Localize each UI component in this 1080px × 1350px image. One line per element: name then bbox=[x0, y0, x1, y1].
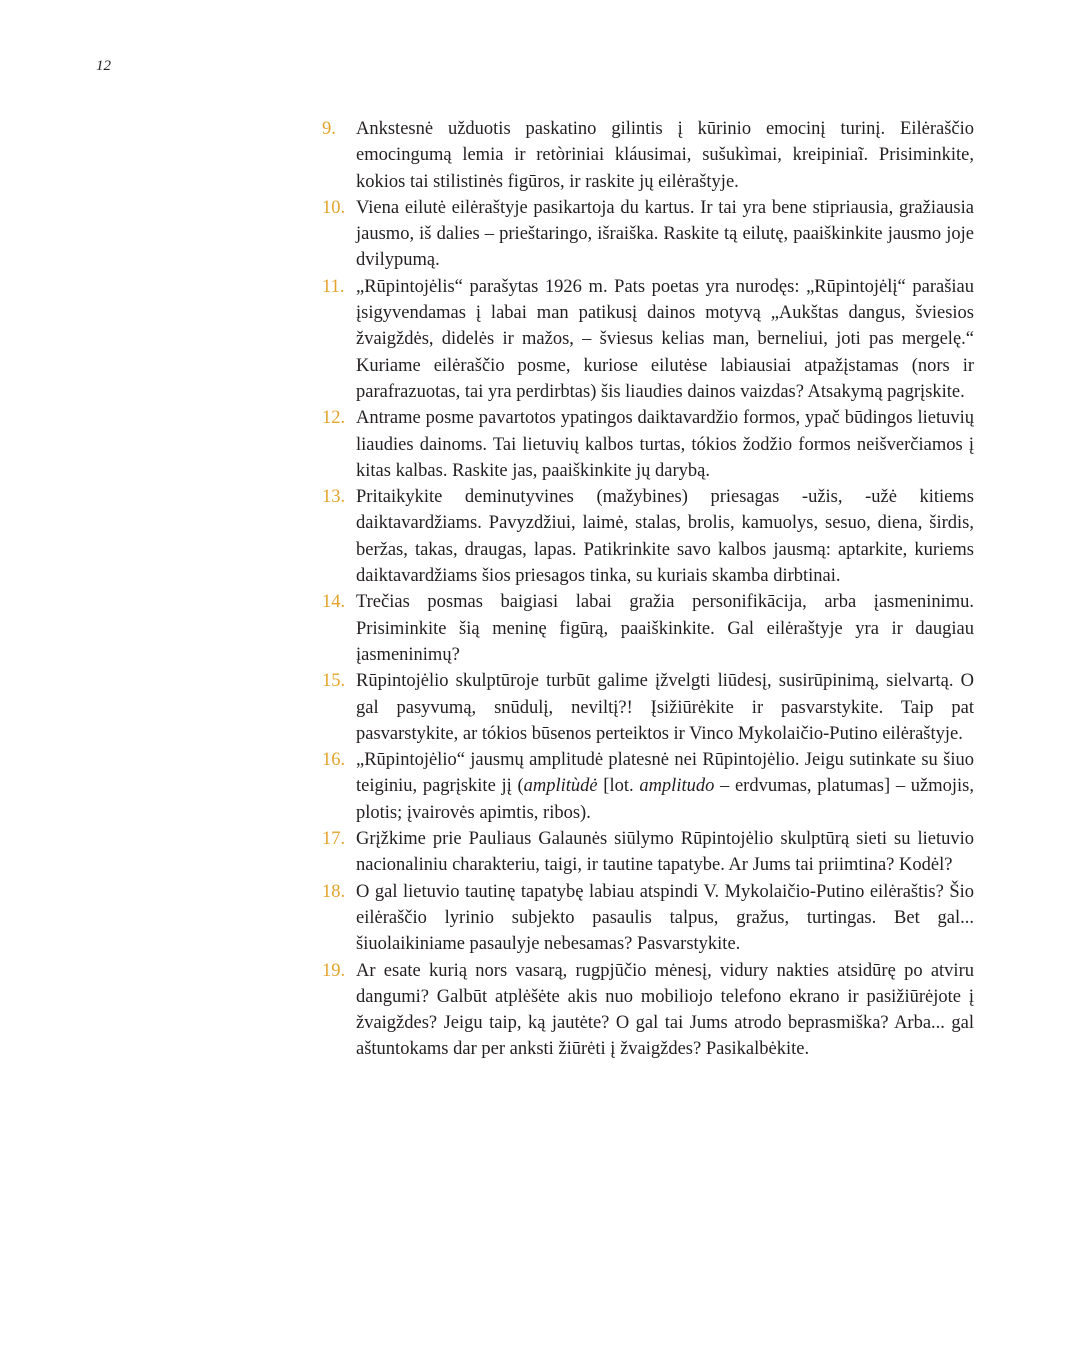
task-text: Pritaikykite deminutyvines (mažybines) priesagas -užis, -užė kitiems daiktavardžiams. Pavyzdžiui, laimė, stalas, brolis, kamuolys, sesuo, diena, širdis, beržas, takas, draugas, lapas. Patikrinkite savo kalbos jausmą: aptarkite, kuriems daiktavardžiams šios priesagos tinka, su kuriais skamba dirbtinai. bbox=[356, 487, 974, 587]
task-text: Ar esate kurią nors vasarą, rugpjūčio mėnesį, vidury nakties atsidūrę po atviru dangumi? Galbūt atplėšėte akis nuo mobiliojo telefono ekrano ir pasižiūrėjote į žvaigždes? Jeigu taip, ką jautėte? O gal tai Jums atrodo beprasmiška? Arba... gal aštuntokams dar per anksti žiūrėti į žvaigždes? Pasikalbėkite. bbox=[356, 960, 974, 1060]
task-number: 17. bbox=[322, 829, 346, 850]
term-italic: amplitudo bbox=[639, 776, 715, 797]
task-item bbox=[322, 747, 974, 826]
task-number: 16. bbox=[322, 750, 346, 771]
task-item bbox=[322, 116, 974, 195]
task-item bbox=[322, 589, 974, 668]
task-number: 12. bbox=[322, 408, 346, 429]
task-text: Grįžkime prie Pauliaus Galaunės siūlymo Rūpintojėlio skulptūrą sieti su lietuvio nacionaliniu charakteriu, taigi, ir tautine tapatybe. Ar Jums tai priimtina? Kodėl? bbox=[356, 829, 974, 876]
task-text: Viena eilutė eilėraštyje pasikartoja du kartus. Ir tai yra bene stipriausia, gražiausia jausmo, iš dalies – prieštaringo, išraiška. Raskite tą eilutę, paaiškinkite jausmo joje dvilypumą. bbox=[356, 197, 974, 271]
term-italic: amplitùdė bbox=[523, 776, 598, 797]
task-number: 14. bbox=[322, 592, 346, 613]
task-item bbox=[322, 484, 974, 589]
page-number: 12 bbox=[96, 58, 111, 74]
task-item bbox=[322, 274, 974, 405]
task-text-segment: „Rūpintojėlio“ jausmų amplitudė platesnė nei Rūpintojėlio. Jeigu sutinkate su šiuo teiginiu, pagrįskite jį ( bbox=[356, 750, 974, 797]
task-text: O gal lietuvio tautinę tapatybę labiau atspindi V. Mykolaičio-Putino eilėraštis? Šio eilėraščio lyrinio subjekto pasaulis talpus, gražus, turtingas. Bet gal... šiuolaikiniame pasaulyje nebesamas? Pasvarstykite. bbox=[356, 881, 974, 955]
task-list bbox=[322, 116, 974, 1063]
task-text bbox=[356, 747, 974, 826]
task-text-segment: – erdvumas, platumas] – užmojis, plotis; įvairovės apimtis, ribos). bbox=[356, 776, 974, 823]
task-item bbox=[322, 958, 974, 1063]
task-item bbox=[322, 195, 974, 274]
task-number: 11. bbox=[322, 276, 345, 297]
task-text: Antrame posme pavartotos ypatingos daiktavardžio formos, ypač būdingos lietuvių liaudies dainoms. Tai lietuvių kalbos turtas, tókios žodžio formos neišverčiamos į kitas kalbas. Raskite jas, paaiškinkite jų darybą. bbox=[356, 408, 974, 481]
task-item bbox=[322, 879, 974, 958]
task-number: 19. bbox=[322, 960, 346, 981]
task-item bbox=[322, 668, 974, 747]
task-number: 13. bbox=[322, 487, 346, 508]
task-number: 15. bbox=[322, 671, 346, 692]
task-text: Trečias posmas baigiasi labai gražia personifikācija, arba įasmeninimu. Prisiminkite šią meninę figūrą, paaiškinkite. Gal eilėraštyje yra ir daugiau įasmeninimų? bbox=[356, 592, 974, 665]
task-number: 10. bbox=[322, 197, 346, 218]
task-number: 9. bbox=[322, 119, 336, 139]
task-text: Ankstesnė užduotis paskatino gilintis į kūrinio emocinį turinį. Eilėraščio emocingumą lemia ir retòriniai kláusimai, sušukìmai, kreipiniaĩ. Prisiminkite, kokios tai stilistinės figūros, ir raskite jų eilėraštyje. bbox=[356, 119, 974, 192]
task-item bbox=[322, 826, 974, 879]
task-number: 18. bbox=[322, 881, 346, 902]
task-text: Rūpintojėlio skulptūroje turbūt galime įžvelgti liūdesį, susirūpinimą, sielvartą. O gal pasyvumą, snūdulį, neviltį?! Įsižiūrėkite ir pasvarstykite. Taip pat pasvarstykite, ar tókios būsenos perteiktos ir Vinco Mykolaičio-Putino eilėraštyje. bbox=[356, 671, 974, 744]
task-item bbox=[322, 405, 974, 484]
task-text-segment: [lot. bbox=[597, 776, 640, 797]
task-text: „Rūpintojėlis“ parašytas 1926 m. Pats poetas yra nurodęs: „Rūpintojėlį“ parašiau įsigyvendamas į labai man patikusį dainos motyvą „Aukštas dangus, šviesios žvaigždės, didelės ir mažos, – šviesus kelias man, berneliui, joti pas mergelę.“ Kuriame eilėraščio posme, kuriose eilutėse labiausiai atpažįstamas (nors ir parafrazuotas, tai yra perdirbtas) šis liaudies dainos vaizdas? Atsakymą pagrįskite. bbox=[356, 276, 974, 402]
